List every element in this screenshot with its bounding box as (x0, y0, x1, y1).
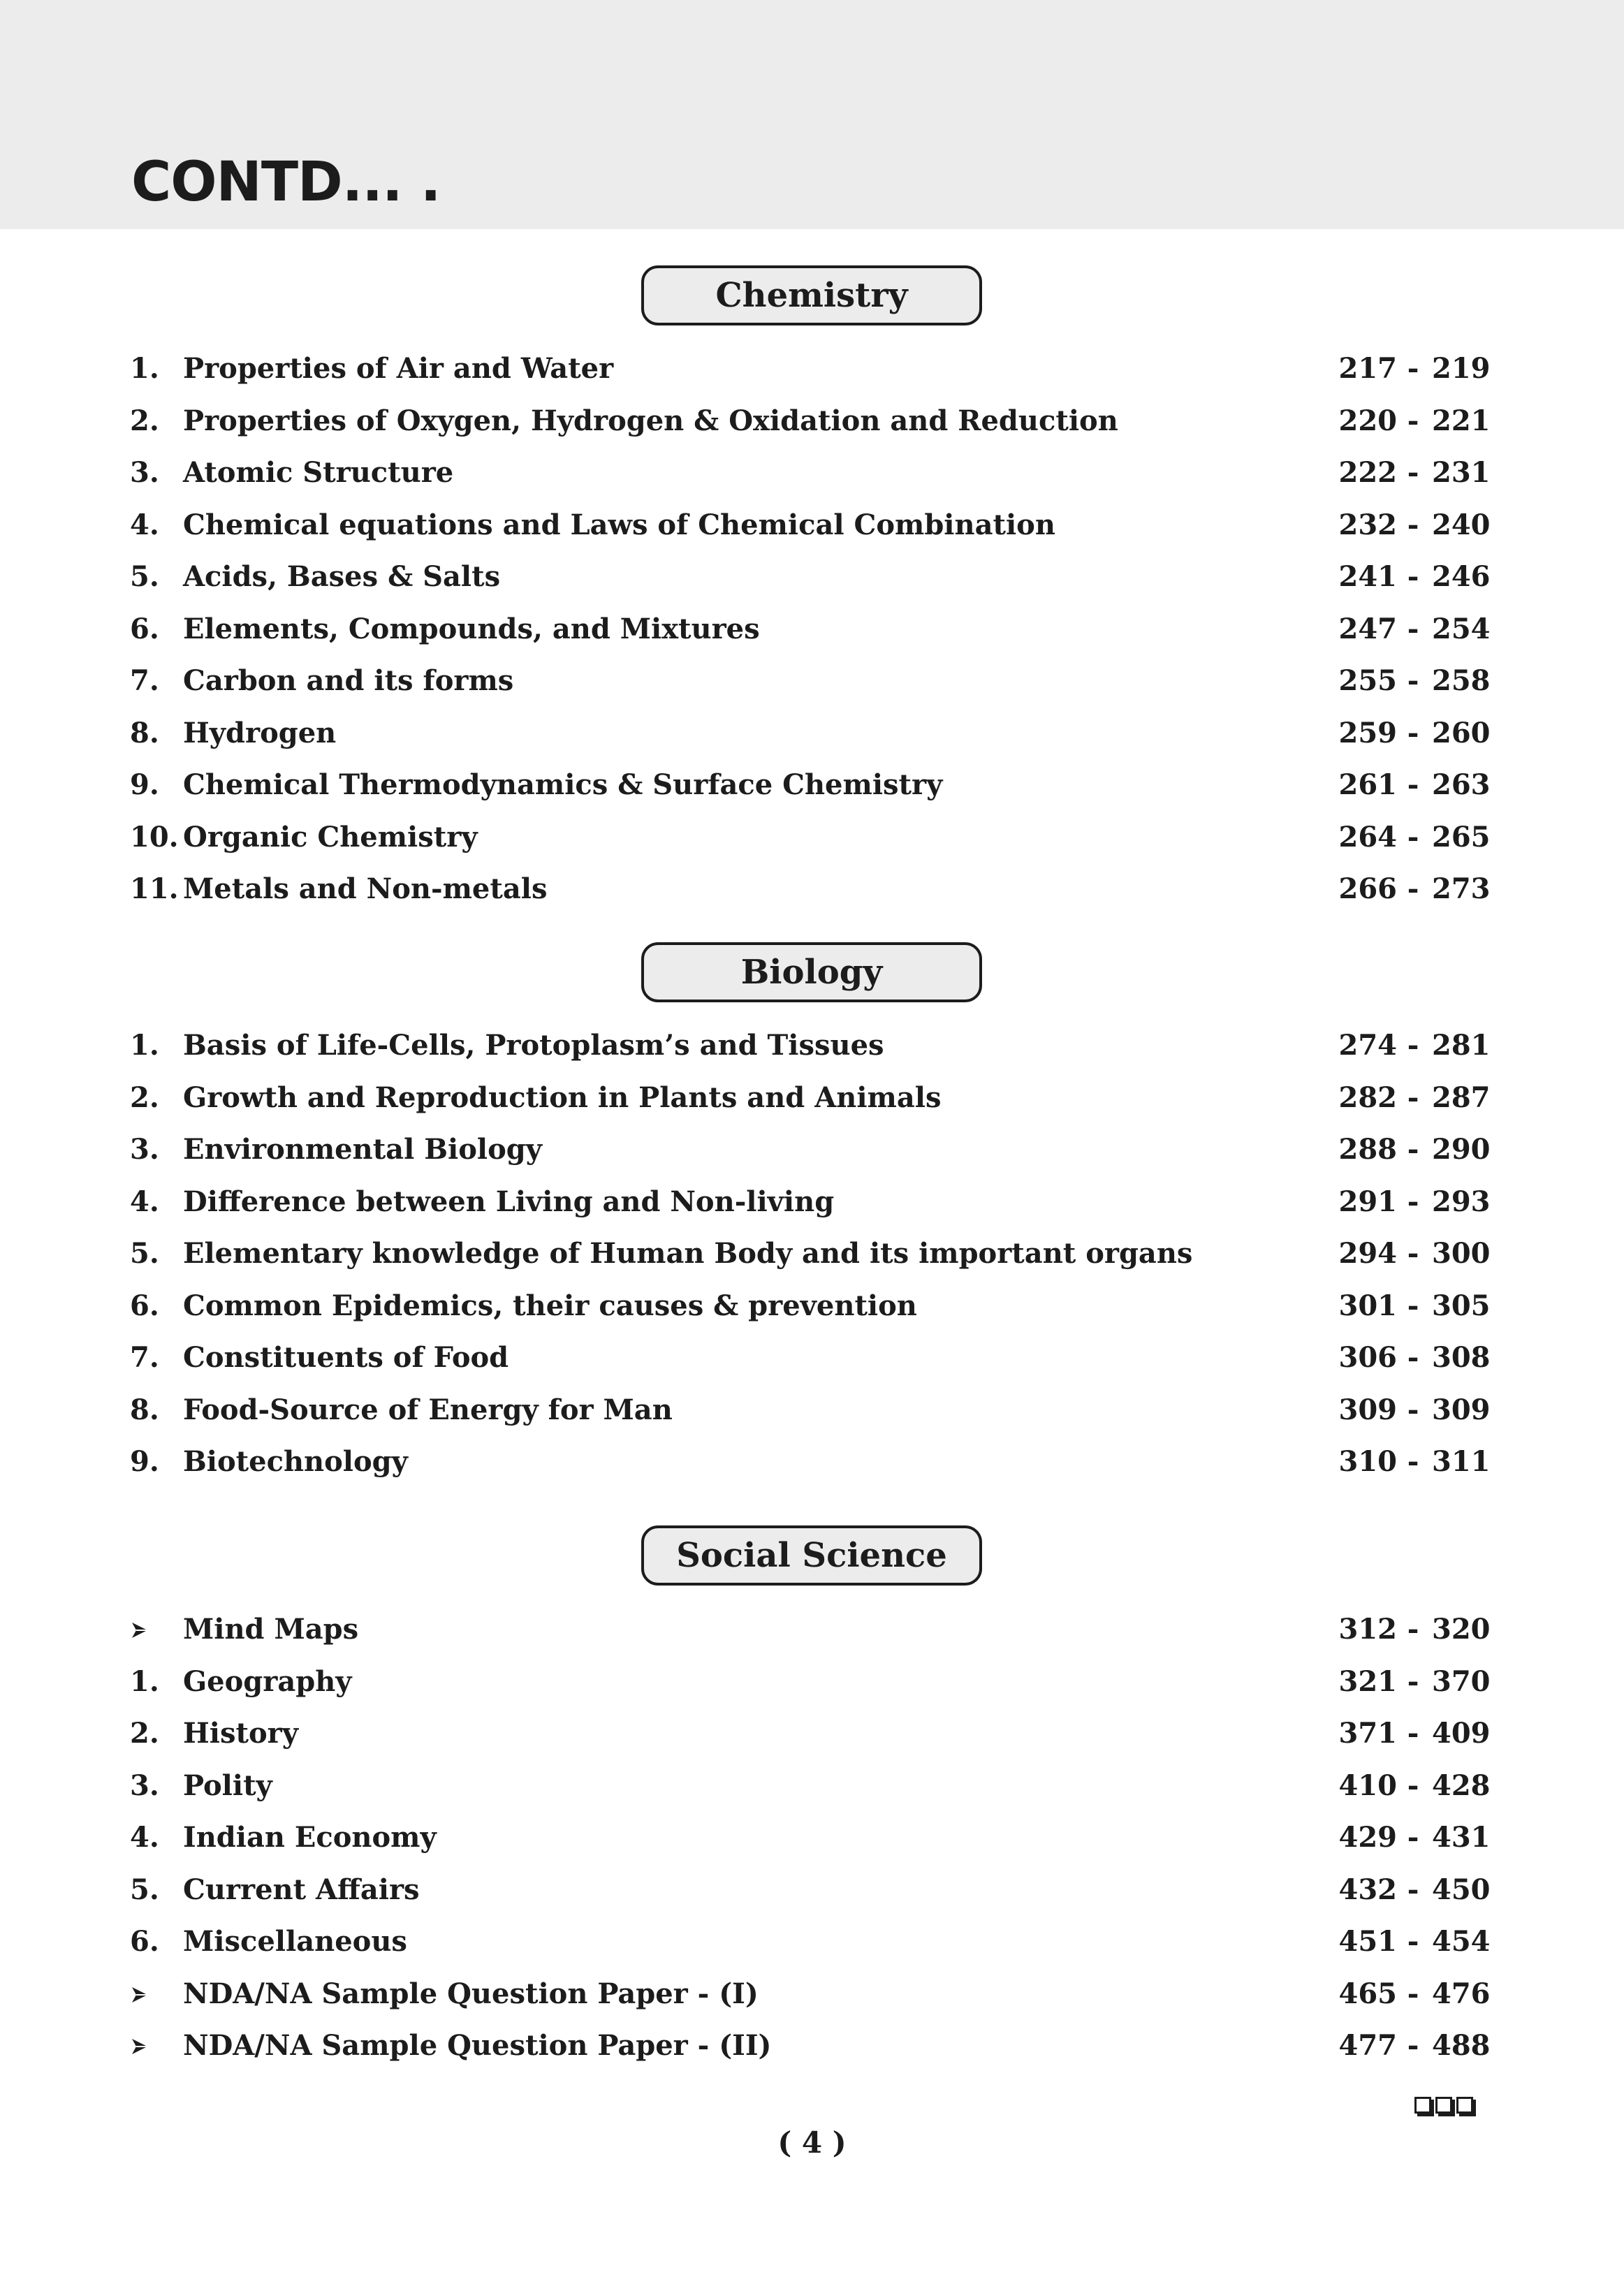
toc-range-separator: - (1407, 1977, 1419, 2010)
toc-page-start: 465 (1338, 1977, 1397, 2010)
toc-range-separator: - (1407, 1925, 1419, 1958)
toc-range-separator: - (1407, 872, 1419, 905)
section-heading: Biology (641, 942, 982, 1002)
toc-row (0, 1916, 1624, 1968)
toc-page-start: 261 (1338, 768, 1397, 801)
toc-page-start: 255 (1338, 664, 1397, 697)
toc-item-title: NDA/NA Sample Question Paper - (II) (183, 2029, 772, 2062)
toc-page-start: 451 (1338, 1925, 1397, 1958)
toc-range-separator: - (1407, 1665, 1419, 1698)
toc-page-start: 274 (1338, 1029, 1397, 1062)
toc-item-title: Basis of Life-Cells, Protoplasm’s and Tissues (183, 1029, 884, 1062)
toc-item-number: 3. (130, 1133, 159, 1166)
toc-row (0, 759, 1624, 811)
toc-range-separator: - (1407, 1081, 1419, 1114)
toc-range-separator: - (1407, 613, 1419, 645)
toc-row (0, 708, 1624, 759)
toc-page-end: 409 (1432, 1717, 1491, 1750)
end-square-icon (1435, 2097, 1452, 2114)
arrow-bullet-icon (130, 2020, 186, 2072)
toc-page-start: 312 (1338, 1613, 1397, 1646)
toc-page-start: 477 (1338, 2029, 1397, 2062)
toc-item-number: 4. (130, 1185, 159, 1218)
toc-item-number: 6. (130, 1925, 159, 1958)
toc-page-start: 310 (1338, 1445, 1397, 1478)
toc-item-title: Elementary knowledge of Human Body and its important organs (183, 1237, 1193, 1270)
toc-page-end: 281 (1432, 1029, 1491, 1062)
toc-item-title: Chemical equations and Laws of Chemical Combination (183, 508, 1055, 541)
toc-page-start: 217 (1338, 352, 1397, 385)
toc-item-title: Biotechnology (183, 1445, 408, 1478)
toc-page-start: 306 (1338, 1341, 1397, 1374)
toc-range-separator: - (1407, 352, 1419, 385)
toc-page-end: 311 (1432, 1445, 1491, 1478)
toc-page-start: 282 (1338, 1081, 1397, 1114)
toc-range-separator: - (1407, 1237, 1419, 1270)
toc-page-end: 221 (1432, 404, 1491, 437)
toc-row (0, 1760, 1624, 1812)
toc-item-title: Atomic Structure (183, 456, 454, 489)
toc-range-separator: - (1407, 1873, 1419, 1906)
toc-range-separator: - (1407, 821, 1419, 854)
toc-page-end: 476 (1432, 1977, 1491, 2010)
toc-page-end: 258 (1432, 664, 1491, 697)
toc-page-end: 231 (1432, 456, 1491, 489)
toc-item-title: Elements, Compounds, and Mixtures (183, 613, 760, 645)
toc-range-separator: - (1407, 717, 1419, 749)
toc-page-end: 290 (1432, 1133, 1491, 1166)
toc-page-start: 309 (1338, 1393, 1397, 1426)
toc-page-end: 370 (1432, 1665, 1491, 1698)
section-heading: Chemistry (641, 265, 982, 325)
toc-page-start: 371 (1338, 1717, 1397, 1750)
toc-page-start: 294 (1338, 1237, 1397, 1270)
toc-page-end: 265 (1432, 821, 1491, 854)
toc-item-title: Food-Source of Energy for Man (183, 1393, 673, 1426)
toc-item-number: 2. (130, 1717, 159, 1750)
toc-item-number: 11. (130, 872, 179, 905)
toc-range-separator: - (1407, 1341, 1419, 1374)
toc-range-separator: - (1407, 1445, 1419, 1478)
toc-row (0, 1176, 1624, 1228)
toc-row (0, 1812, 1624, 1864)
toc-page-end: 308 (1432, 1341, 1491, 1374)
toc-page-end: 431 (1432, 1821, 1491, 1854)
toc-row (0, 551, 1624, 603)
toc-page-end: 273 (1432, 872, 1491, 905)
toc-row (0, 1280, 1624, 1332)
toc-row (0, 499, 1624, 551)
page-title: CONTD... . (131, 151, 441, 214)
toc-item-number: 6. (130, 613, 159, 645)
toc-page-start: 266 (1338, 872, 1397, 905)
toc-page-start: 291 (1338, 1185, 1397, 1218)
toc-row (0, 655, 1624, 707)
toc-row (0, 1124, 1624, 1176)
toc-range-separator: - (1407, 1769, 1419, 1802)
toc-range-separator: - (1407, 664, 1419, 697)
toc-row (0, 863, 1624, 915)
toc-row (0, 1708, 1624, 1759)
toc-row (0, 1384, 1624, 1436)
toc-page-end: 219 (1432, 352, 1491, 385)
toc-item-number: 7. (130, 1341, 159, 1374)
toc-item-number: 3. (130, 1769, 159, 1802)
toc-item-number: 2. (130, 404, 159, 437)
toc-page-end: 305 (1432, 1289, 1491, 1322)
toc-page-start: 301 (1338, 1289, 1397, 1322)
toc-page-start: 241 (1338, 560, 1397, 593)
toc-page-start: 220 (1338, 404, 1397, 437)
toc-item-title: Chemical Thermodynamics & Surface Chemistry (183, 768, 943, 801)
toc-page-start: 321 (1338, 1665, 1397, 1698)
toc-range-separator: - (1407, 768, 1419, 801)
toc-row (0, 1072, 1624, 1124)
toc-page-end: 428 (1432, 1769, 1491, 1802)
toc-range-separator: - (1407, 560, 1419, 593)
toc-item-number: 9. (130, 1445, 159, 1478)
toc-item-number: 1. (130, 1029, 159, 1062)
toc-page-end: 246 (1432, 560, 1491, 593)
toc-row (0, 1864, 1624, 1916)
toc-item-number: 1. (130, 352, 159, 385)
toc-item-title: Constituents of Food (183, 1341, 509, 1374)
section-heading: Social Science (641, 1525, 982, 1586)
toc-page-end: 488 (1432, 2029, 1491, 2062)
toc-range-separator: - (1407, 1717, 1419, 1750)
toc-item-number: 6. (130, 1289, 159, 1322)
toc-page-end: 293 (1432, 1185, 1491, 1218)
arrow-bullet-icon (130, 1968, 186, 2020)
toc-item-title: Carbon and its forms (183, 664, 514, 697)
toc-range-separator: - (1407, 1029, 1419, 1062)
toc-item-title: Geography (183, 1665, 352, 1698)
toc-item-title: History (183, 1717, 298, 1750)
toc-page-end: 320 (1432, 1613, 1491, 1646)
arrow-bullet-icon (130, 1604, 186, 1655)
toc-row (0, 1656, 1624, 1708)
toc-range-separator: - (1407, 2029, 1419, 2062)
toc-range-separator: - (1407, 1185, 1419, 1218)
toc-item-number: 5. (130, 560, 159, 593)
toc-item-number: 1. (130, 1665, 159, 1698)
toc-item-title: Properties of Oxygen, Hydrogen & Oxidation and Reduction (183, 404, 1118, 437)
toc-page-start: 232 (1338, 508, 1397, 541)
toc-row (0, 1332, 1624, 1384)
toc-item-number: 7. (130, 664, 159, 697)
toc-item-title: Mind Maps (183, 1613, 359, 1646)
toc-page-start: 222 (1338, 456, 1397, 489)
toc-item-number: 2. (130, 1081, 159, 1114)
toc-item-number: 9. (130, 768, 159, 801)
toc-page-start: 247 (1338, 613, 1397, 645)
toc-item-number: 8. (130, 1393, 159, 1426)
toc-page-start: 264 (1338, 821, 1397, 854)
toc-item-title: Growth and Reproduction in Plants and Animals (183, 1081, 942, 1114)
end-square-icon (1456, 2097, 1473, 2114)
page-number: ( 4 ) (777, 2125, 847, 2160)
toc-row (0, 1604, 1624, 1655)
toc-item-number: 10. (130, 821, 179, 854)
toc-range-separator: - (1407, 508, 1419, 541)
toc-item-number: 5. (130, 1873, 159, 1906)
toc-item-title: Difference between Living and Non-living (183, 1185, 835, 1218)
toc-row (0, 447, 1624, 499)
toc-page-end: 450 (1432, 1873, 1491, 1906)
toc-item-number: 4. (130, 1821, 159, 1854)
toc-range-separator: - (1407, 1393, 1419, 1426)
toc-range-separator: - (1407, 1133, 1419, 1166)
toc-item-title: Acids, Bases & Salts (183, 560, 501, 593)
toc-page-end: 454 (1432, 1925, 1491, 1958)
toc-row (0, 812, 1624, 863)
toc-page-end: 263 (1432, 768, 1491, 801)
toc-item-number: 8. (130, 717, 159, 749)
toc-page-start: 288 (1338, 1133, 1397, 1166)
toc-item-number: 5. (130, 1237, 159, 1270)
toc-item-number: 4. (130, 508, 159, 541)
toc-page-start: 432 (1338, 1873, 1397, 1906)
toc-row (0, 395, 1624, 447)
toc-range-separator: - (1407, 456, 1419, 489)
toc-item-title: Organic Chemistry (183, 821, 478, 854)
toc-item-title: Current Affairs (183, 1873, 420, 1906)
toc-item-number: 3. (130, 456, 159, 489)
toc-row (0, 1968, 1624, 2020)
toc-range-separator: - (1407, 1821, 1419, 1854)
toc-range-separator: - (1407, 404, 1419, 437)
toc-page-end: 260 (1432, 717, 1491, 749)
toc-page-end: 254 (1432, 613, 1491, 645)
toc-range-separator: - (1407, 1289, 1419, 1322)
toc-item-title: Common Epidemics, their causes & prevention (183, 1289, 917, 1322)
toc-item-title: Properties of Air and Water (183, 352, 614, 385)
toc-item-title: NDA/NA Sample Question Paper - (I) (183, 1977, 759, 2010)
toc-row (0, 1436, 1624, 1488)
toc-page-start: 259 (1338, 717, 1397, 749)
toc-page-start: 410 (1338, 1769, 1397, 1802)
toc-item-title: Miscellaneous (183, 1925, 407, 1958)
end-marks (1414, 2097, 1473, 2114)
end-square-icon (1414, 2097, 1431, 2114)
toc-item-title: Polity (183, 1769, 272, 1802)
toc-row (0, 2020, 1624, 2072)
toc-row (0, 603, 1624, 655)
toc-row (0, 1228, 1624, 1280)
toc-range-separator: - (1407, 1613, 1419, 1646)
toc-page-end: 309 (1432, 1393, 1491, 1426)
toc-page-end: 300 (1432, 1237, 1491, 1270)
toc-page-start: 429 (1338, 1821, 1397, 1854)
toc-item-title: Hydrogen (183, 717, 337, 749)
toc-page-end: 240 (1432, 508, 1491, 541)
toc-row (0, 343, 1624, 395)
toc-item-title: Indian Economy (183, 1821, 437, 1854)
toc-page-end: 287 (1432, 1081, 1491, 1114)
toc-row (0, 1020, 1624, 1071)
toc-item-title: Metals and Non-metals (183, 872, 548, 905)
toc-item-title: Environmental Biology (183, 1133, 542, 1166)
